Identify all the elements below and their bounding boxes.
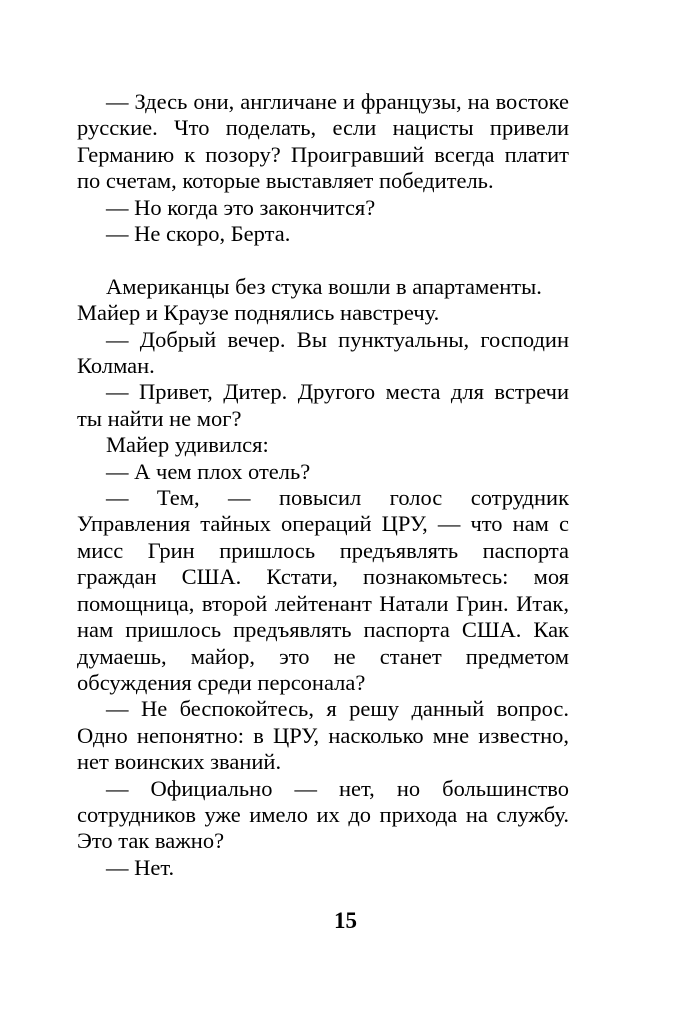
paragraph: — Здесь они, англичане и французы, на востоке русские. Что поделать, если нацисты привели Германию к позору? Проигравший всегда платит по счетам, которые выставляет победитель. [77, 89, 569, 194]
paragraph: Американцы без стука вошли в апартаменты. Майер и Краузе поднялись навстречу. [77, 273, 542, 326]
paragraph: — Официально — нет, но большинство сотрудников уже имело их до прихода на службу. Это так важно? [77, 775, 569, 854]
paragraph: — Добрый вечер. Вы пунктуальны, господин Колман. [77, 326, 569, 379]
section-break [77, 247, 569, 273]
paragraph: — А чем плох отель? [106, 458, 311, 484]
paragraph: Майер удивился: [106, 432, 269, 458]
paragraph: — Но когда это закончится? [106, 194, 376, 220]
paragraph: — Нет. [106, 854, 175, 880]
paragraph: — Не скоро, Берта. [106, 221, 291, 247]
body-text [77, 89, 569, 881]
paragraph: — Не беспокойтесь, я решу данный вопрос. Одно непонятно: в ЦРУ, насколько мне известно, нет воинских званий. [77, 696, 569, 775]
paragraph: — Привет, Дитер. Другого места для встречи ты найти не мог? [77, 379, 569, 431]
paragraph: — Тем, — повысил голос сотрудник Управления тайных операций ЦРУ, — что нам с мисс Грин пришлось предъявлять паспорта граждан США. Кстати, познакомьтесь: моя помощница, второй лейтенант Натали Грин. Итак, нам пришлось предъявлять паспорта США. Как думаешь, майор, это не станет предметом обсуждения среди персонала? [77, 485, 569, 695]
page-number: 15 [334, 908, 357, 933]
